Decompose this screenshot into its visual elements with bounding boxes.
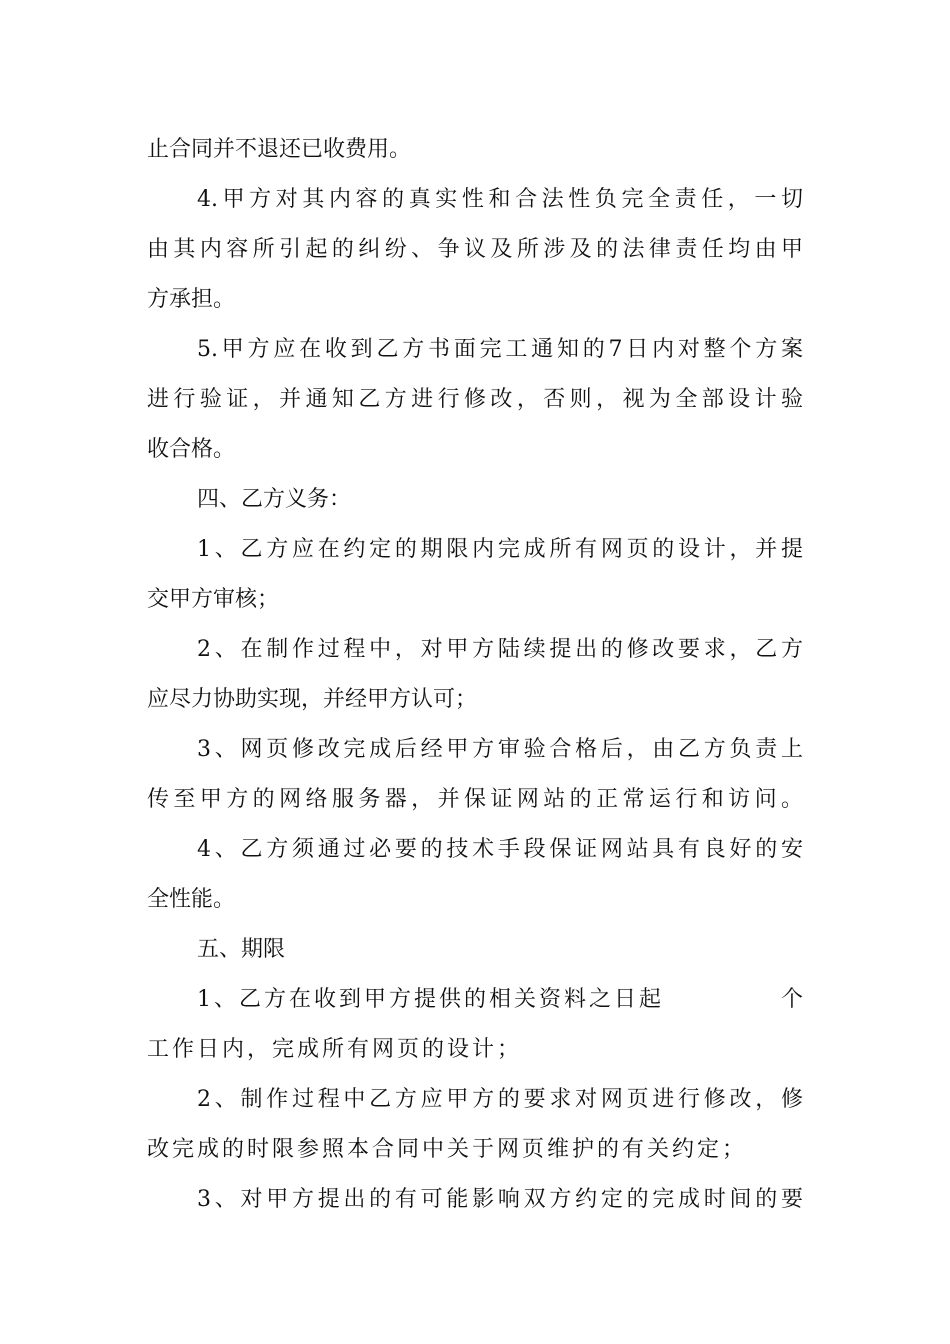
text-line: 改完成的时限参照本合同中关于网页维护的有关约定； <box>147 1137 748 1162</box>
text-fragment: 个 <box>780 987 803 1012</box>
text-line: 3、网页修改完成后经甲方审验合格后，由乙方负责上 <box>197 737 803 762</box>
text-line: 传至甲方的网络服务器，并保证网站的正常运行和访问。 <box>147 787 803 812</box>
text-fragment: 1、乙方在收到甲方提供的相关资料之日起 <box>197 987 664 1012</box>
text-line: 4.甲方对其内容的真实性和合法性负完全责任，一切 <box>197 187 803 212</box>
text-line: 方承担。 <box>147 287 236 312</box>
text-line: 1、乙方应在约定的期限内完成所有网页的设计，并提 <box>197 537 803 562</box>
text-line <box>197 985 803 1015</box>
text-line: 全性能。 <box>147 887 236 912</box>
text-line: 4、乙方须通过必要的技术手段保证网站具有良好的安 <box>197 837 803 862</box>
text-line: 工作日内，完成所有网页的设计； <box>147 1037 523 1062</box>
section-heading: 四、乙方义务： <box>197 487 352 512</box>
text-line: 3、对甲方提出的有可能影响双方约定的完成时间的要 <box>197 1187 803 1212</box>
text-line: 由其内容所引起的纠纷、争议及所涉及的法律责任均由甲 <box>147 237 803 262</box>
text-line: 应尽力协助实现，并经甲方认可； <box>147 687 478 712</box>
text-line: 进行验证，并通知乙方进行修改，否则，视为全部设计验 <box>147 387 803 412</box>
text-line: 收合格。 <box>147 437 236 462</box>
text-line: 止合同并不退还已收费用。 <box>147 137 412 162</box>
text-line: 2、在制作过程中，对甲方陆续提出的修改要求，乙方 <box>197 637 803 662</box>
section-heading: 五、期限 <box>197 937 286 962</box>
text-line: 交甲方审核； <box>147 587 280 612</box>
text-line: 5.甲方应在收到乙方书面完工通知的7日内对整个方案 <box>197 337 803 362</box>
text-line: 2、制作过程中乙方应甲方的要求对网页进行修改，修 <box>197 1087 803 1112</box>
